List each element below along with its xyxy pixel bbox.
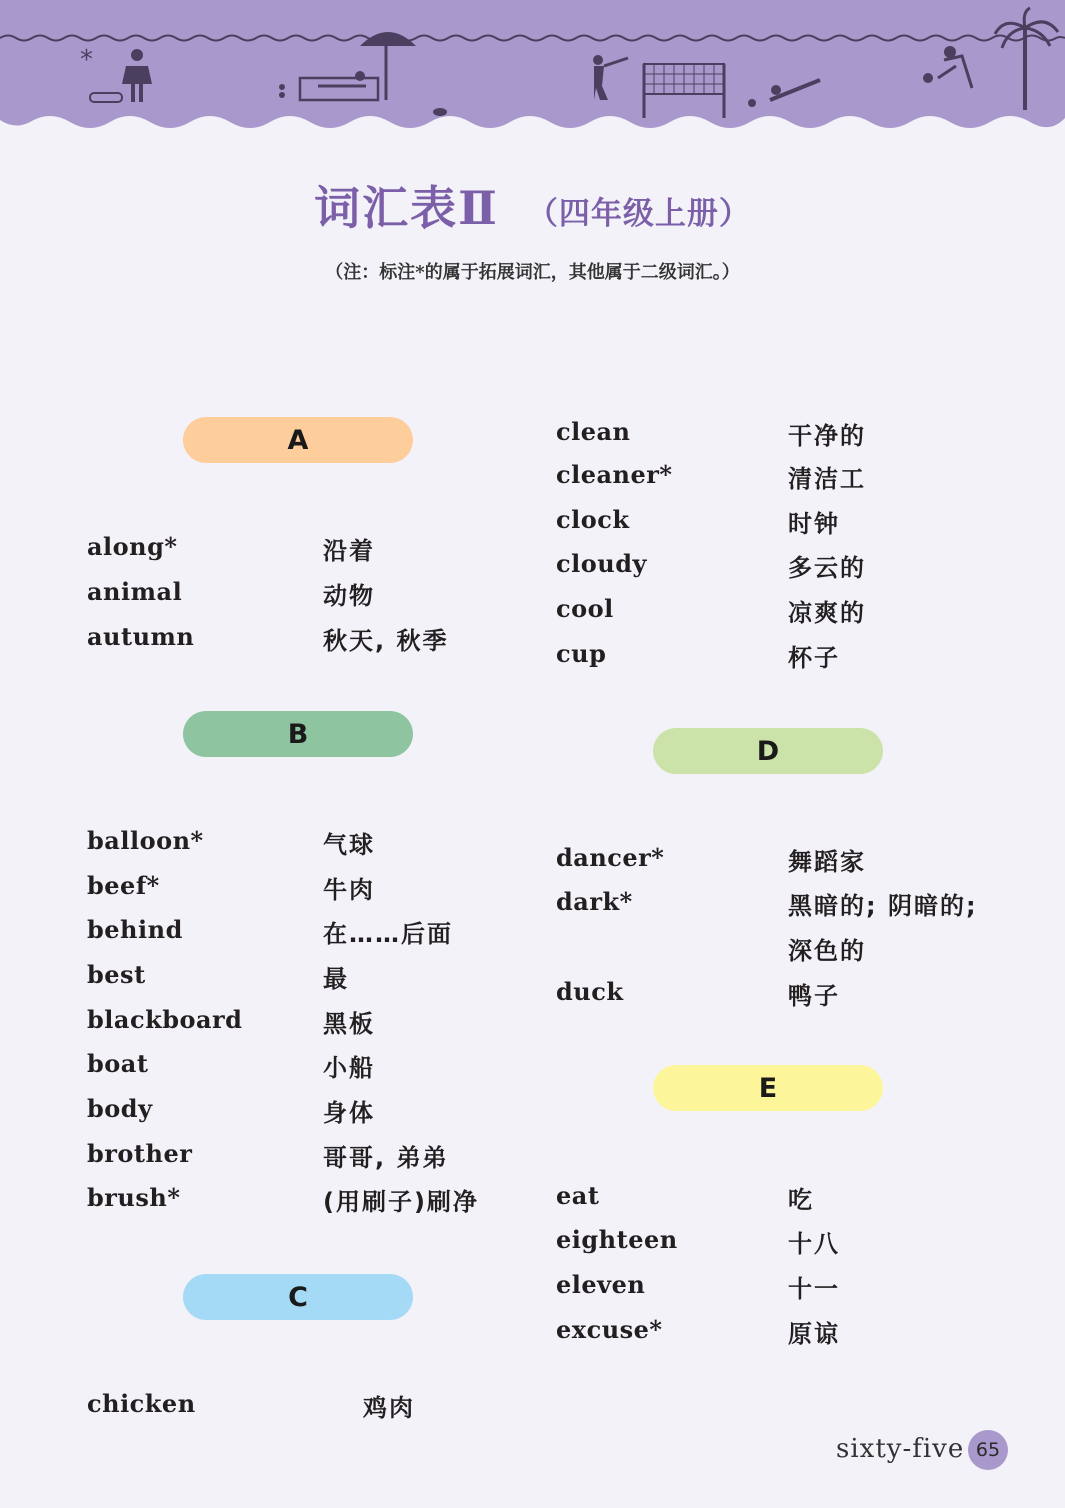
vocab-word: brother: [87, 1139, 193, 1168]
vocab-word: body: [87, 1094, 153, 1123]
vocab-meaning: 原谅: [788, 1320, 840, 1348]
vocab-word: behind: [87, 915, 183, 944]
title-main: 词汇表Ⅱ: [314, 181, 499, 235]
vocab-meaning: 牛肉: [323, 876, 375, 904]
vocab-meaning: 身体: [323, 1099, 375, 1127]
section-letter: B: [287, 718, 309, 750]
vocab-word: blackboard: [87, 1005, 243, 1034]
note-text: （注：标注*的属于拓展词汇，其他属于二级词汇。）: [325, 262, 740, 283]
svg-text:*: *: [80, 45, 93, 75]
vocab-meaning: 杯子: [788, 644, 840, 672]
title-grade: （四年级上册）: [526, 196, 751, 232]
vocab-meaning: 沿着: [323, 537, 375, 565]
section-letter: D: [756, 735, 780, 767]
vocab-meaning: 动物: [323, 582, 375, 610]
vocab-meaning: 时钟: [788, 510, 840, 538]
vocab-word: along*: [87, 532, 178, 561]
section-b-header: [183, 711, 413, 757]
page-number-badge: [968, 1430, 1008, 1470]
page-number-words: sixty-five: [836, 1434, 965, 1464]
vocab-meaning: (用刷子)刷净: [323, 1188, 479, 1216]
vocab-meaning: 哥哥, 弟弟: [323, 1144, 449, 1172]
section-letter: C: [288, 1281, 308, 1313]
vocab-word: eleven: [556, 1270, 646, 1299]
vocab-meaning: 清洁工: [788, 465, 866, 493]
vocab-word: chicken: [87, 1389, 196, 1418]
vocab-word: balloon*: [87, 826, 204, 855]
vocab-meaning: 秋天, 秋季: [323, 627, 449, 655]
vocab-word: boat: [87, 1049, 149, 1078]
section-letter: A: [287, 424, 309, 456]
section-d-header: [653, 728, 883, 774]
vocab-word: eat: [556, 1181, 600, 1210]
vocab-word: clock: [556, 505, 630, 534]
vocab-meaning: 黑暗的; 阴暗的;: [788, 892, 978, 920]
page-number: 65: [975, 1439, 1001, 1461]
vocab-meaning: 小船: [323, 1054, 375, 1082]
vocab-word: duck: [556, 977, 624, 1006]
vocab-meaning-continued: 深色的: [788, 937, 866, 965]
vocab-meaning: 鸭子: [788, 982, 840, 1010]
vocab-meaning: 吃: [788, 1186, 814, 1214]
vocab-word: eighteen: [556, 1225, 678, 1254]
vocab-meaning: 在……后面: [323, 920, 453, 948]
vocab-word: cleaner*: [556, 460, 673, 489]
vocab-word: dark*: [556, 887, 633, 916]
section-letter: E: [758, 1072, 778, 1104]
vocab-word: brush*: [87, 1183, 181, 1212]
vocab-meaning: 最: [323, 965, 349, 993]
vocab-word: dancer*: [556, 843, 665, 872]
vocab-meaning: 干净的: [788, 422, 866, 450]
vocab-meaning: 十一: [788, 1275, 840, 1303]
vocab-word: cool: [556, 594, 614, 623]
section-a-header: [183, 417, 413, 463]
vocab-meaning: 多云的: [788, 554, 866, 582]
section-c-header: [183, 1274, 413, 1320]
vocab-word: cloudy: [556, 549, 647, 578]
vocab-meaning: 鸡肉: [363, 1394, 415, 1422]
vocab-word: animal: [87, 577, 183, 606]
vocab-word: autumn: [87, 622, 195, 651]
vocab-meaning: 舞蹈家: [788, 848, 866, 876]
beach-banner: [0, 0, 1065, 140]
page-title: [0, 172, 1065, 238]
section-e-header: [653, 1065, 883, 1111]
vocab-word: clean: [556, 417, 631, 446]
vocab-meaning: 气球: [323, 831, 375, 859]
vocab-meaning: 凉爽的: [788, 599, 866, 627]
vocab-word: best: [87, 960, 146, 989]
vocab-meaning: 黑板: [323, 1010, 375, 1038]
vocab-word: cup: [556, 639, 607, 668]
vocab-word: excuse*: [556, 1315, 663, 1344]
vocab-meaning: 十八: [788, 1230, 840, 1258]
vocab-word: beef*: [87, 871, 160, 900]
